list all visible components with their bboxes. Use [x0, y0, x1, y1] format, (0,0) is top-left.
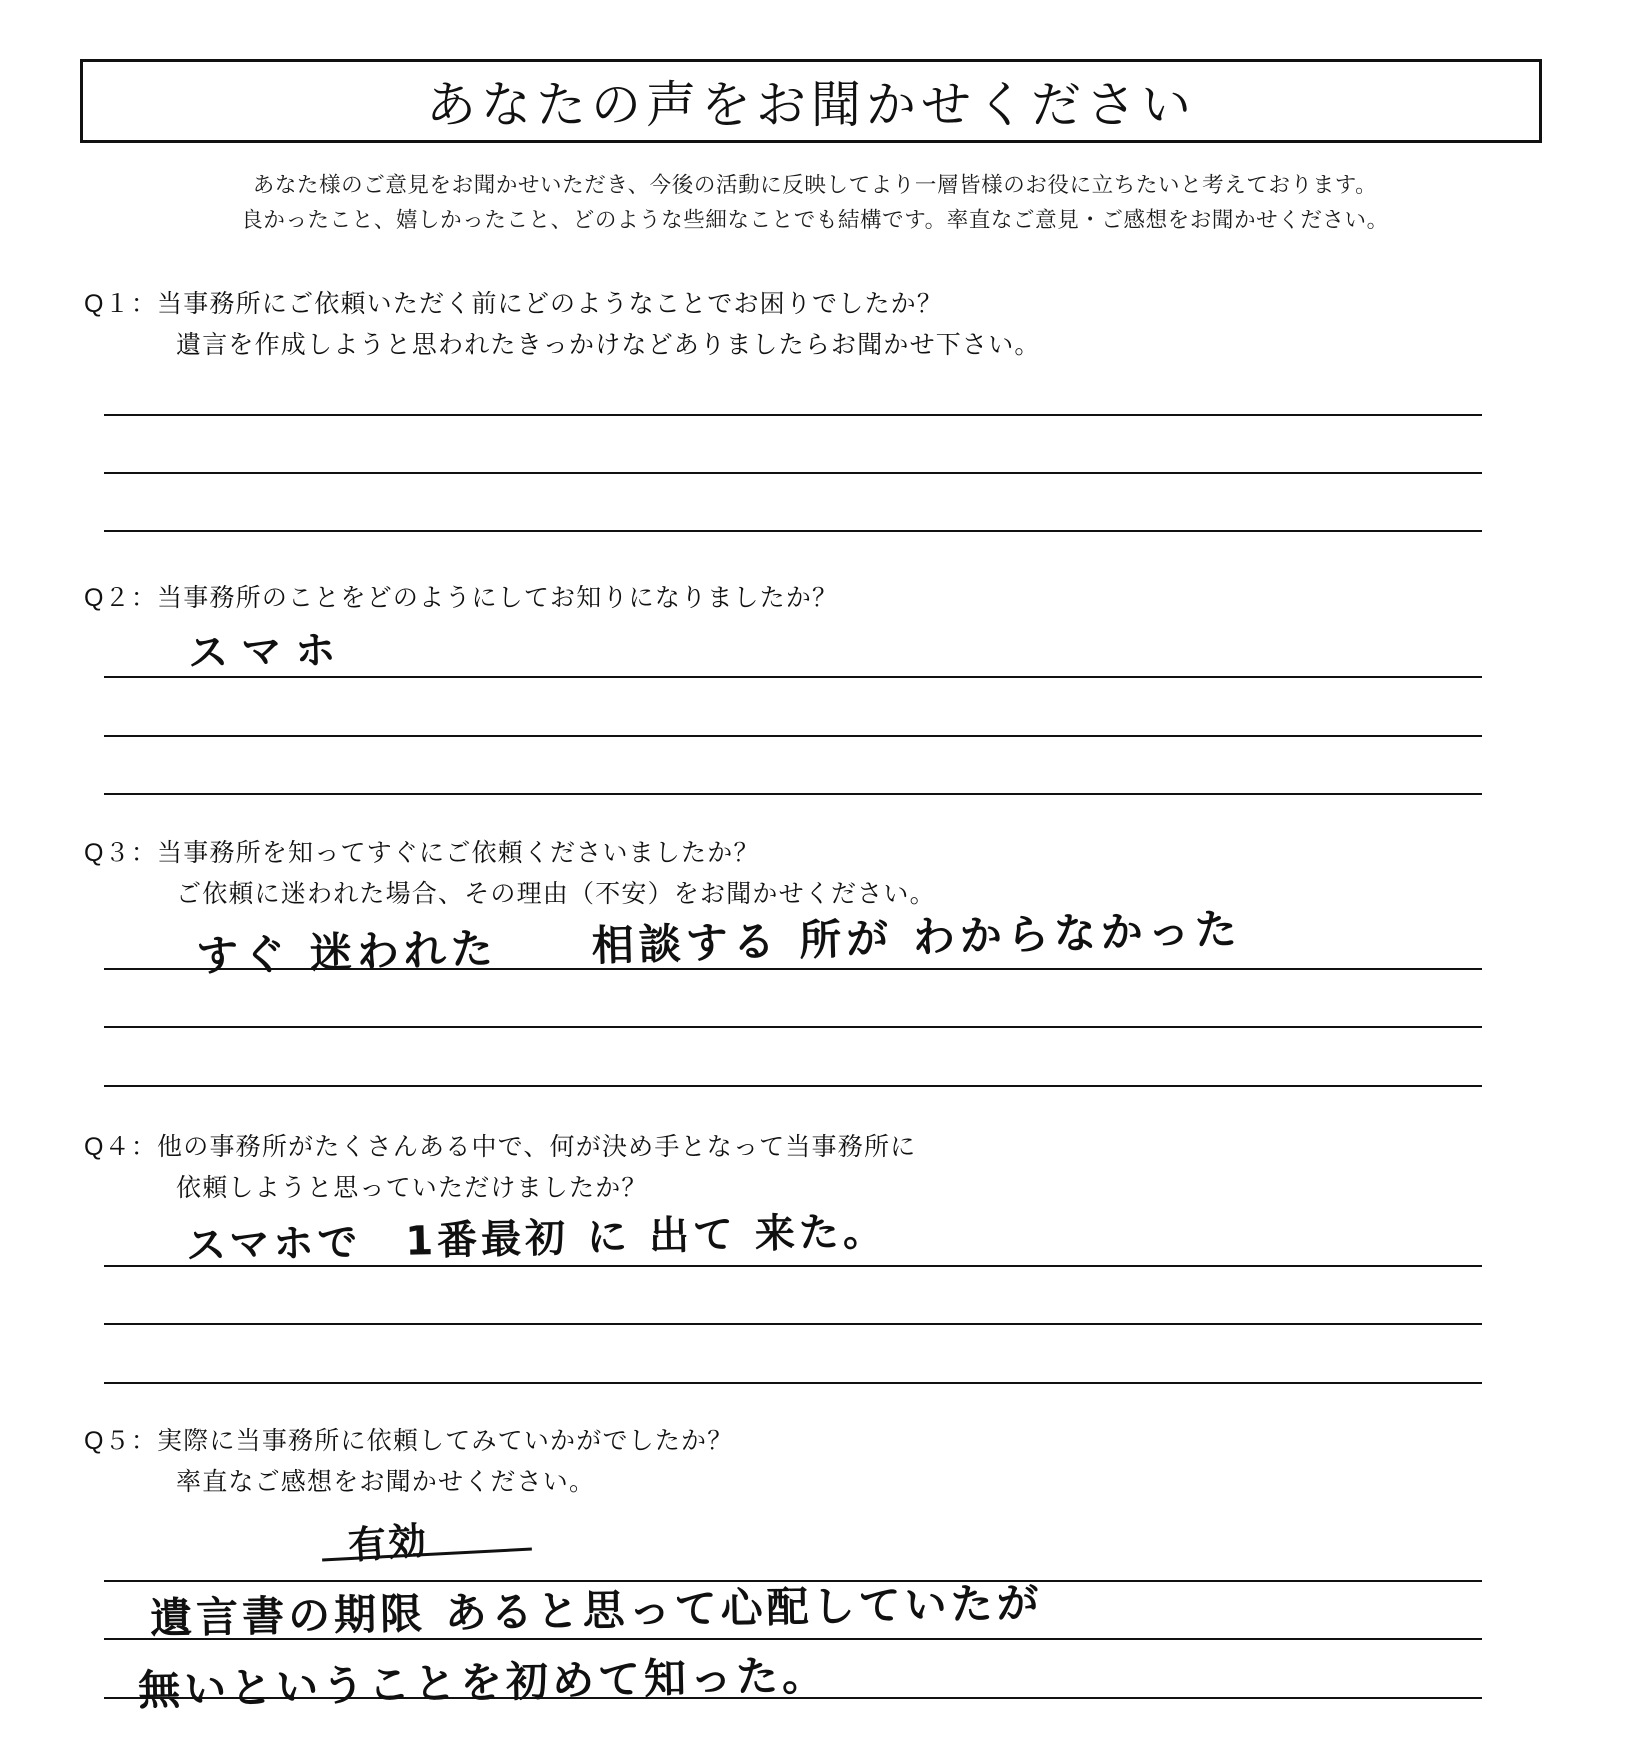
question-q2-line1: Q２：当事務所のことをどのようにしてお知りになりましたか？: [84, 584, 839, 612]
question-q1: [84, 284, 1484, 366]
page-title-box: [80, 59, 1542, 143]
handwritten-answer-q5-note: 有効: [346, 1518, 430, 1568]
question-q4-line2: 依頼しようと思っていただけましたか？: [176, 1174, 648, 1202]
question-q4: [84, 1127, 1484, 1209]
answer-line-q1-1[interactable]: [104, 414, 1482, 416]
answer-line-q4-2[interactable]: [104, 1323, 1482, 1325]
handwritten-answer-q3: すぐ 迷われた 相談する 所が わからなかった: [195, 904, 1243, 981]
answer-line-q2-1[interactable]: [104, 676, 1482, 678]
question-q3: [84, 833, 1484, 915]
question-q5: [84, 1421, 1484, 1503]
answer-line-q1-3[interactable]: [104, 530, 1482, 532]
question-q1-line2: 遺言を作成しようと思われたきっかけなどありましたらお聞かせ下さい。: [176, 331, 1041, 359]
question-q2: [84, 578, 1484, 619]
question-q1-line1: Q１：当事務所にご依頼いただく前にどのようなことでお困りでしたか？: [84, 290, 944, 318]
handwritten-answer-q2: スマホ: [187, 627, 350, 677]
handwritten-answer-q5-line2: 無いということを初めて知った。: [137, 1650, 829, 1715]
page-title: あなたの声をお聞かせください: [426, 77, 1196, 133]
intro-line-1: あなた様のご意見をお聞かせいただき、今後の活動に反映してより一層皆様のお役に立ちたいと考えております。: [252, 173, 1378, 197]
question-q5-line2: 率直なご感想をお聞かせください。: [176, 1468, 596, 1496]
answer-line-q3-2[interactable]: [104, 1026, 1482, 1028]
handwritten-answer-q4: スマホで 1番最初 に 出て 来た。: [185, 1208, 888, 1270]
answer-line-q2-2[interactable]: [104, 735, 1482, 737]
question-q5-line1: Q５：実際に当事務所に依頼してみていかがでしたか？: [84, 1427, 734, 1455]
handwritten-answer-q5-line1: 遺言書の期限 あると思って心配していたが: [149, 1578, 1044, 1643]
question-q4-line1: Q４：他の事務所がたくさんある中で、何が決め手となって当事務所に: [84, 1133, 917, 1161]
answer-line-q2-3[interactable]: [104, 793, 1482, 795]
question-q3-line2: ご依頼に迷われた場合、その理由（不安）をお聞かせください。: [176, 880, 936, 908]
answer-line-q4-3[interactable]: [104, 1382, 1482, 1384]
answer-line-q1-2[interactable]: [104, 472, 1482, 474]
intro-paragraph: [80, 168, 1550, 238]
intro-line-2: 良かったこと、嬉しかったこと、どのような些細なことでも結構です。率直なご意見・ご感想をお聞かせください。: [241, 208, 1389, 232]
answer-line-q3-3[interactable]: [104, 1085, 1482, 1087]
question-q3-line1: Q３：当事務所を知ってすぐにご依頼くださいましたか？: [84, 839, 760, 867]
